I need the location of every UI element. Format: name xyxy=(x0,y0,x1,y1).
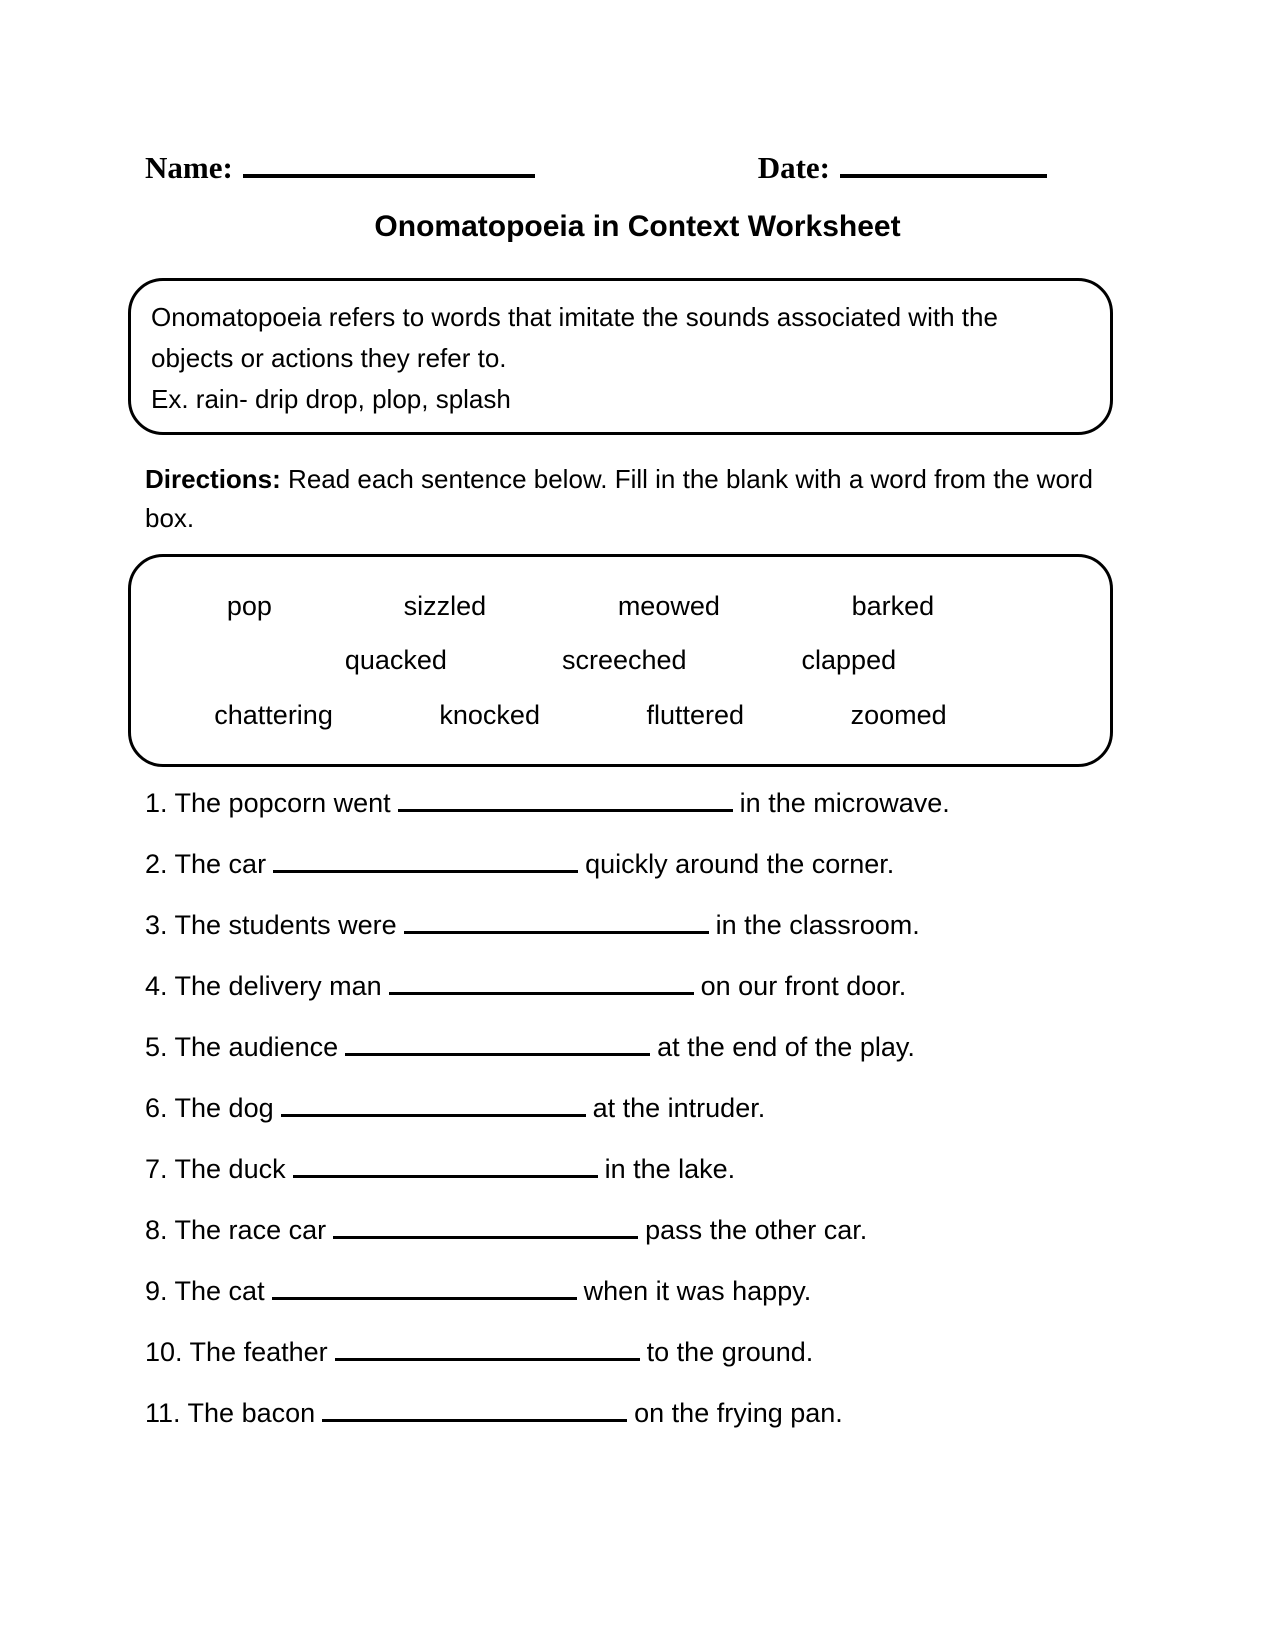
name-field-group xyxy=(145,148,535,186)
sentence-item xyxy=(145,784,1205,822)
fill-in-blank xyxy=(333,1235,638,1239)
fill-in-blank xyxy=(322,1418,627,1422)
word-bank-word: knocked xyxy=(439,699,540,730)
word-box-row xyxy=(131,645,1110,676)
date-label: Date: xyxy=(757,150,830,185)
sentence-after: in the lake. xyxy=(604,1154,736,1184)
directions-text: Read each sentence below. Fill in the blank with a word from the word xyxy=(280,464,1094,494)
word-bank-word: clapped xyxy=(801,645,897,675)
sentence-before: 9. The cat xyxy=(145,1276,265,1306)
sentence-item xyxy=(145,845,1205,883)
sentence-item xyxy=(145,1333,1205,1371)
sentence-item xyxy=(145,1272,1205,1310)
sentence-item xyxy=(145,1211,1205,1249)
sentence-item xyxy=(145,967,1205,1005)
sentence-after: on our front door. xyxy=(700,971,907,1001)
fill-in-blank xyxy=(281,1113,586,1117)
definition-line: Onomatopoeia refers to words that imitate the sounds associated with the xyxy=(151,302,998,332)
definition-box xyxy=(128,278,1113,435)
sentence-before: 7. The duck xyxy=(145,1154,286,1184)
sentence-after: to the ground. xyxy=(646,1337,814,1367)
word-bank-word: meowed xyxy=(617,590,720,621)
sentence-item xyxy=(145,1150,1205,1188)
directions-label: Directions: xyxy=(145,464,281,494)
directions xyxy=(145,460,1145,538)
sentence-after: pass the other car. xyxy=(645,1215,868,1245)
sentence-after: at the end of the play. xyxy=(657,1032,915,1062)
header-row xyxy=(145,148,1047,186)
fill-in-blank xyxy=(272,1296,577,1300)
sentence-item xyxy=(145,906,1205,944)
word-bank-word: fluttered xyxy=(646,699,745,730)
date-field-group xyxy=(758,148,1047,186)
word-box-row xyxy=(131,700,1110,731)
word-box xyxy=(128,554,1113,767)
sentence-item xyxy=(145,1394,1205,1432)
word-bank-word: screeched xyxy=(561,645,687,675)
word-bank-word: chattering xyxy=(214,699,333,730)
fill-in-blank xyxy=(404,930,709,934)
word-bank-word: sizzled xyxy=(403,590,487,621)
page-title: Onomatopoeia in Context Worksheet xyxy=(374,210,901,243)
sentence-before: 6. The dog xyxy=(145,1093,274,1123)
fill-in-blank xyxy=(293,1174,598,1178)
sentence-before: 4. The delivery man xyxy=(145,971,382,1001)
word-bank-word: zoomed xyxy=(850,699,947,730)
sentence-before: 8. The race car xyxy=(145,1215,327,1245)
directions-line-2: box. xyxy=(145,503,195,533)
word-bank-word: pop xyxy=(226,590,272,621)
sentence-item xyxy=(145,1089,1205,1127)
sentence-after: at the intruder. xyxy=(592,1093,766,1123)
fill-in-blank xyxy=(398,808,733,812)
word-box-row xyxy=(131,591,1110,622)
sentence-before: 5. The audience xyxy=(145,1032,339,1062)
sentence-before: 3. The students were xyxy=(145,910,397,940)
directions-line-1 xyxy=(145,460,1145,499)
definition-line: objects or actions they refer to. xyxy=(151,343,507,373)
sentence-list xyxy=(145,784,1205,1455)
sentence-after: quickly around the corner. xyxy=(585,849,895,879)
sentence-item xyxy=(145,1028,1205,1066)
sentence-after: in the classroom. xyxy=(715,910,920,940)
word-bank-word: quacked xyxy=(344,645,447,675)
word-bank-word: barked xyxy=(851,590,935,621)
date-blank-line xyxy=(840,148,1047,178)
sentence-after: in the microwave. xyxy=(739,788,950,818)
fill-in-blank xyxy=(273,869,578,873)
fill-in-blank xyxy=(335,1357,640,1361)
sentence-before: 10. The feather xyxy=(145,1337,328,1367)
fill-in-blank xyxy=(345,1052,650,1056)
name-label: Name: xyxy=(145,150,233,185)
definition-line: Ex. rain- drip drop, plop, splash xyxy=(151,384,511,414)
sentence-after: on the frying pan. xyxy=(634,1398,843,1428)
sentence-before: 2. The car xyxy=(145,849,267,879)
name-blank-line xyxy=(243,148,535,178)
sentence-after: when it was happy. xyxy=(583,1276,812,1306)
fill-in-blank xyxy=(389,991,694,995)
sentence-before: 11. The bacon xyxy=(145,1398,316,1428)
sentence-before: 1. The popcorn went xyxy=(145,788,391,818)
